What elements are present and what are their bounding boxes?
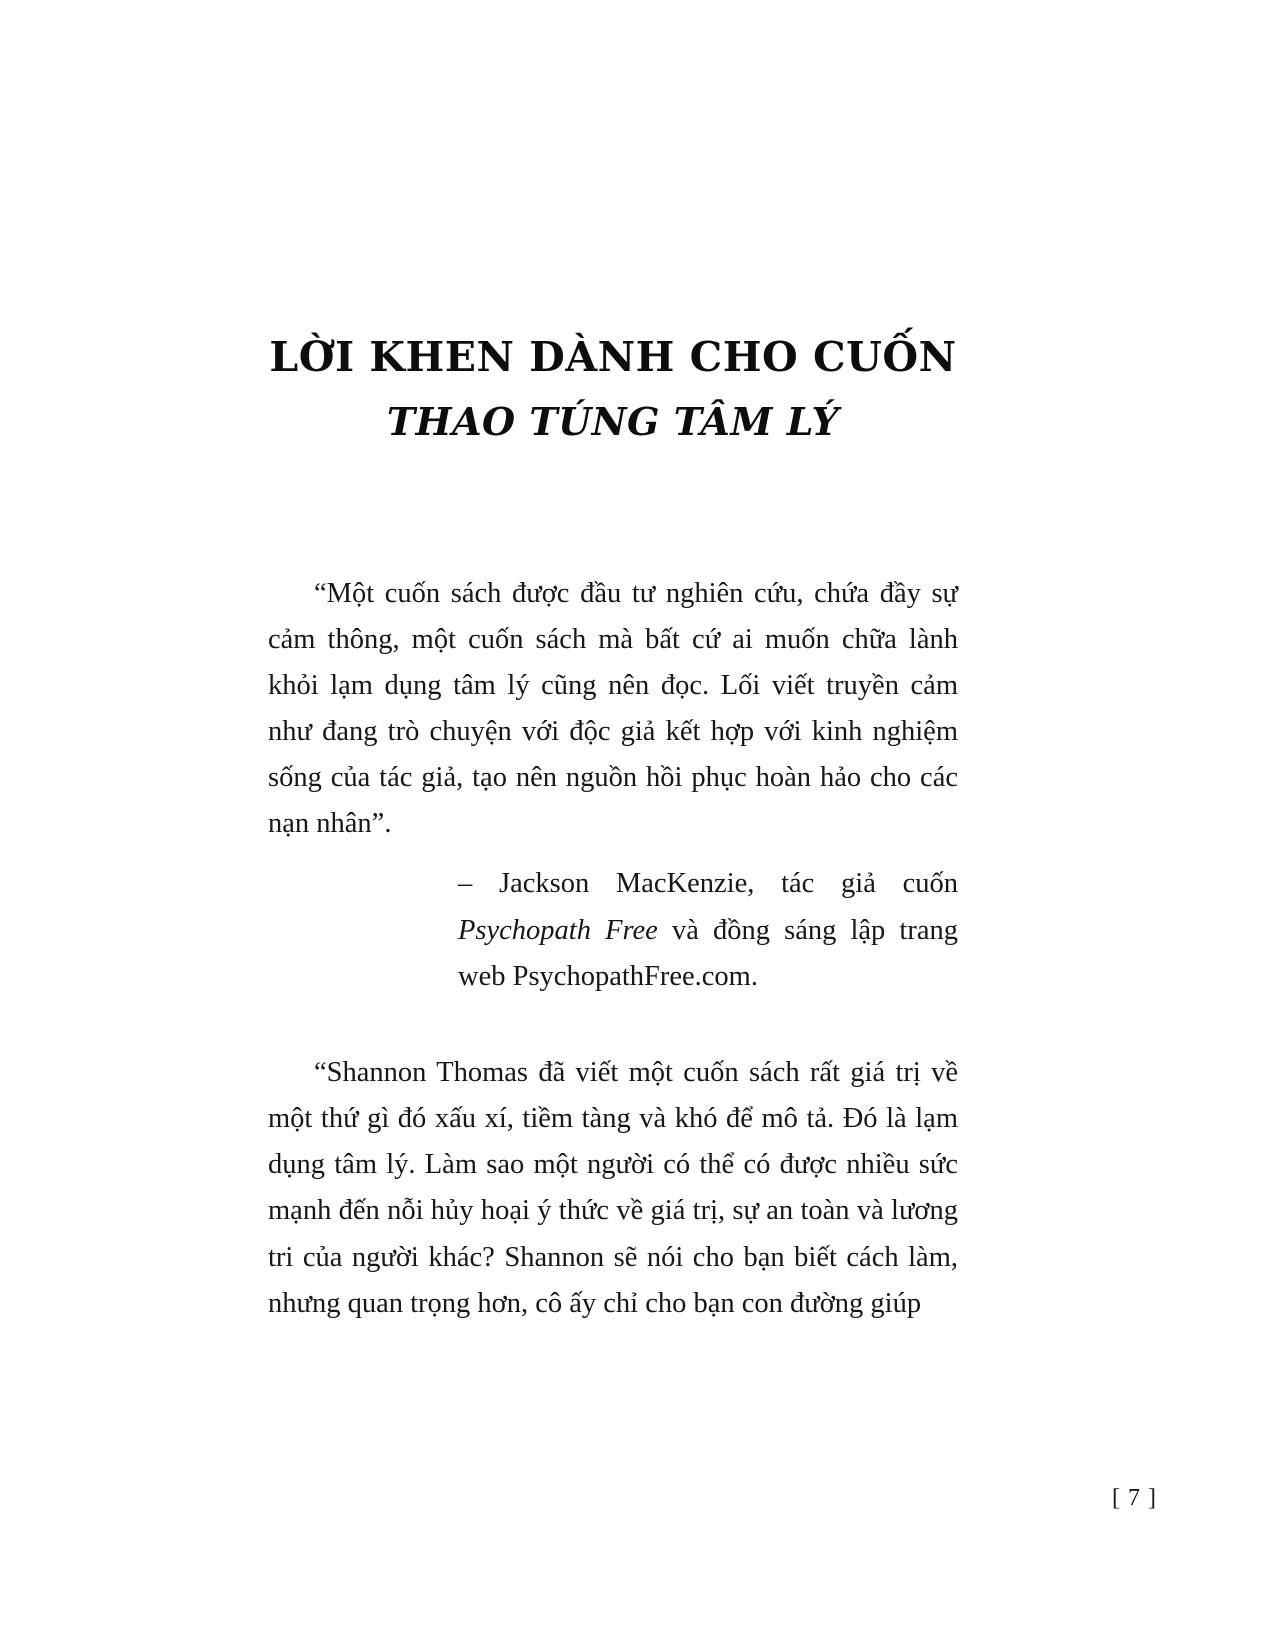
page-heading xyxy=(268,330,958,449)
page-number: [ 7 ] xyxy=(1112,1485,1157,1511)
attribution-text-after: và đồng sáng lập trang web PsychopathFree.com. xyxy=(458,914,958,992)
praise-quote-1: “Một cuốn sách được đầu tư nghiên cứu, chứa đầy sự cảm thông, một cuốn sách mà bất cứ ai muốn chữa lành khỏi lạm dụng tâm lý cũng nên đọc. Lối viết truyền cảm như đang trò chuyện với độc giả kết hợp với kinh nghiệm sống của tác giả, tạo nên nguồn hồi phục hoàn hảo cho các nạn nhân”. xyxy=(268,577,958,840)
attribution-work-title: Psychopath Free xyxy=(458,914,658,946)
heading-line-primary: LỜI KHEN DÀNH CHO CUỐN xyxy=(269,333,957,381)
block-spacer xyxy=(268,1000,958,1050)
praise-attribution-1 xyxy=(268,861,958,999)
page-content xyxy=(268,330,958,1327)
attribution-text-before: – Jackson MacKenzie, tác giả cuốn xyxy=(458,868,958,900)
heading-line-book-title: THAO TÚNG TÂM LÝ xyxy=(386,399,840,445)
praise-body xyxy=(268,571,958,1327)
praise-quote-2: “Shannon Thomas đã viết một cuốn sách rất giá trị về một thứ gì đó xấu xí, tiềm tàng và khó để mô tả. Đó là lạm dụng tâm lý. Làm sao một người có thể có được nhiều sức mạnh đến nỗi hủy hoại ý thức về giá trị, sự an toàn và lương tri của người khác? Shannon sẽ nói cho bạn biết cách làm, nhưng quan trọng hơn, cô ấy chỉ cho bạn con đường giúp xyxy=(268,1056,958,1319)
